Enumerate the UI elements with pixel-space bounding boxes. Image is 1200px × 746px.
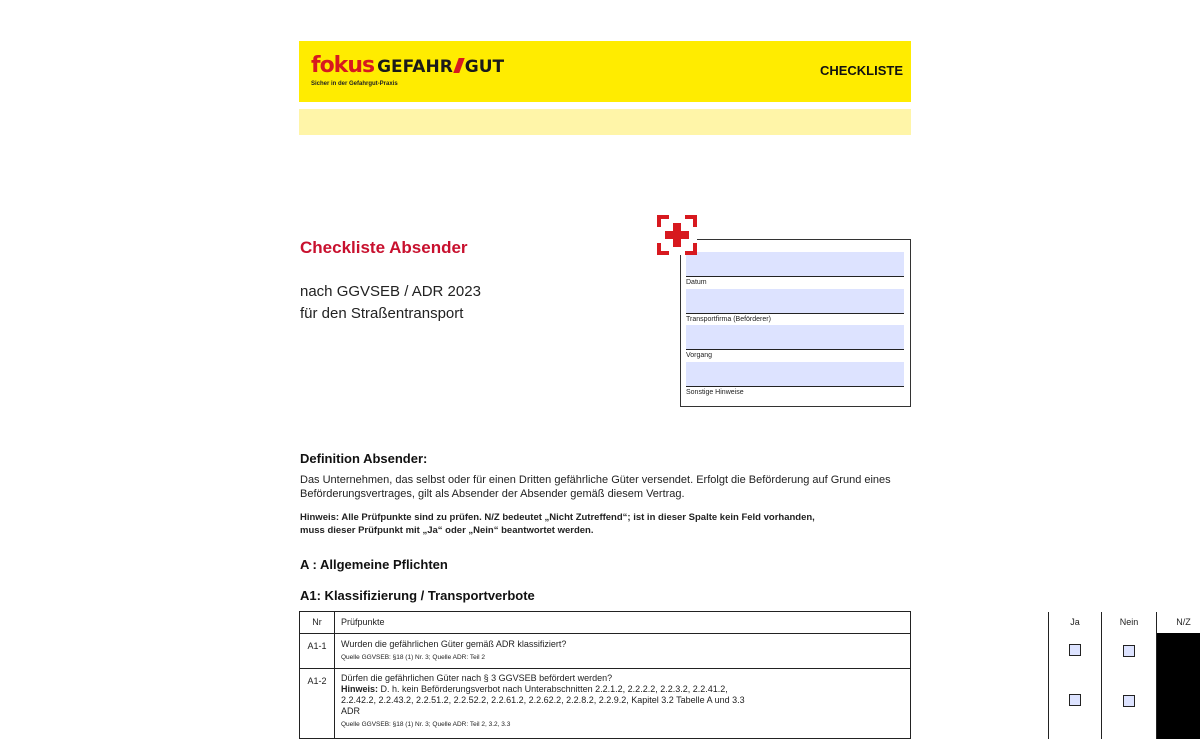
nz-blocked-area xyxy=(1157,633,1200,739)
row-nein-cell xyxy=(1102,668,1157,739)
form-field-datum xyxy=(686,252,904,286)
fokus-gefahrgut-logo xyxy=(311,53,504,78)
hinweise-label: Sonstige Hinweise xyxy=(686,389,744,396)
datum-label: Datum xyxy=(686,279,707,286)
row-nr xyxy=(300,633,335,668)
datum-input[interactable] xyxy=(686,252,904,277)
section-a-title: A : Allgemeine Pflichten xyxy=(300,557,448,572)
definition-title: Definition Absender: xyxy=(300,451,428,466)
row-source: Quelle GGVSEB: §18 (1) Nr. 3; Quelle ADR: Teil 2 xyxy=(341,654,486,661)
definition-text: Das Unternehmen, das selbst oder für einen Dritten gefährliche Güter versendet. Erfolgt die Beförderung auf Grund eines Beförderungsvertrages, gilt als Absender der Absender gemäß diesem Vertrag. xyxy=(300,474,891,500)
row-pruefpunkt xyxy=(341,673,745,730)
row-pruefpunkt xyxy=(341,639,745,663)
form-field-transportfirma xyxy=(686,289,904,323)
nein-checkbox[interactable] xyxy=(1123,695,1135,707)
row-hint-label: Hinweis: xyxy=(341,684,379,694)
row-nein-cell xyxy=(1102,633,1157,668)
row-nr-text: A1-2 xyxy=(307,676,327,686)
header-nr: Nr xyxy=(300,612,335,633)
row-ja-cell xyxy=(1049,633,1102,668)
logo-gefahr-text: GEFAHR xyxy=(377,57,453,77)
logo-fokus-text: fokus xyxy=(311,53,375,78)
hint-line1: Hinweis: Alle Prüfpunkte sind zu prüfen. N/Z bedeutet „Nicht Zutreffend“; ist in dieser Spalte kein Feld vorhanden, xyxy=(300,512,815,523)
form-box xyxy=(680,239,911,407)
transportfirma-input[interactable] xyxy=(686,289,904,314)
hinweise-input[interactable] xyxy=(686,362,904,387)
logo-slash-icon xyxy=(453,58,464,73)
logo-tagline: Sicher in der Gefahrgut-Praxis xyxy=(311,81,398,87)
section-a1-title: A1: Klassifizierung / Transportverbote xyxy=(300,588,535,603)
red-cross-target-icon xyxy=(657,215,697,255)
row-nr-text: A1-1 xyxy=(307,641,327,651)
header-nz: N/Z xyxy=(1176,617,1191,627)
row-question: Dürfen die gefährlichen Güter nach § 3 GGVSEB befördert werden? xyxy=(341,673,613,683)
nein-checkbox[interactable] xyxy=(1123,645,1135,657)
vorgang-input[interactable] xyxy=(686,325,904,350)
row-source: Quelle GGVSEB: §18 (1) Nr. 3; Quelle ADR: Teil 2, 3.2, 3.3 xyxy=(341,721,511,728)
header-pruefpunkte: Prüfpunkte xyxy=(341,617,385,627)
ja-checkbox[interactable] xyxy=(1069,694,1081,706)
table-row xyxy=(300,633,910,669)
header-subbar xyxy=(299,109,911,135)
header-pruefpunkte-border xyxy=(335,612,1049,633)
header-nein: Nein xyxy=(1102,612,1157,633)
ja-checkbox[interactable] xyxy=(1069,644,1081,656)
document-subtitle-line1: nach GGVSEB / ADR 2023 xyxy=(300,283,481,300)
row-nr xyxy=(300,668,335,739)
form-field-vorgang xyxy=(686,325,904,359)
transportfirma-label: Transportfirma (Beförderer) xyxy=(686,316,771,323)
definition-hint xyxy=(300,511,910,537)
checklist-table xyxy=(299,611,1191,739)
logo-gut-text: GUT xyxy=(464,57,505,77)
document-subtitle-line2: für den Straßentransport xyxy=(300,305,464,322)
vorgang-label: Vorgang xyxy=(686,352,713,359)
table-header-row xyxy=(300,612,1191,634)
checkliste-label: CHECKLISTE xyxy=(819,63,903,78)
table-row xyxy=(300,668,910,739)
hint-line2: muss dieser Prüfpunkt mit „Ja“ oder „Nein“ beantwortet werden. xyxy=(300,525,594,536)
row-ja-cell xyxy=(1049,668,1102,739)
header-ja: Ja xyxy=(1049,612,1102,633)
row-question: Wurden die gefährlichen Güter gemäß ADR klassifiziert? xyxy=(341,639,567,649)
row-hint: D. h. kein Beförderungsverbot nach Unterabschnitten 2.2.1.2, 2.2.2.2, 2.2.3.2, 2.2.41.2, 2.2.42.2, 2.2.43.2, 2.2.51.2, 2.2.52.2, 2.2.61.2, 2.2.62.2, 2.2.8.2, 2.2.9.2, Kapitel 3.2 Tabelle A und 3.3 ADR xyxy=(341,684,745,716)
form-field-hinweise xyxy=(686,362,904,396)
document-title: Checkliste Absender xyxy=(300,238,468,257)
header-banner xyxy=(299,41,911,102)
